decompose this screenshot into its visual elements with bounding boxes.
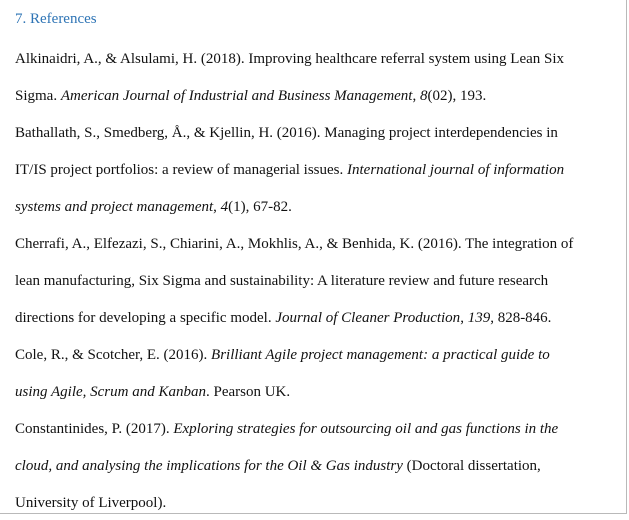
reference-line [15,123,558,143]
reference-line [15,49,564,69]
italic-text: cloud, and analysing the implications for the Oil & Gas industry [15,458,403,474]
text-run: , 828-846. [490,310,552,326]
text-run: Bathallath, S., Smedberg, Å., & Kjellin, H. (2016). Managing project interdependencies in [15,125,558,141]
reference-line [15,86,486,106]
text-run: Cole, R., & Scotcher, E. (2016). [15,347,212,363]
text-run: (02), 193. [427,88,487,104]
italic-text: Brilliant Agile project management: a practical guide to [211,347,550,363]
reference-line [15,197,292,217]
italic-text: American Journal of Industrial and Business Management [60,88,413,104]
text-run: Alkinaidri, A., & Alsulami, H. (2018). Improving healthcare referral system using Lean Six [15,51,565,67]
section-heading: 7. References [15,11,97,27]
reference-line [15,345,550,365]
reference-line [15,234,573,254]
text-run: Constantinides, P. (2017). [15,421,174,437]
italic-text: Journal of Cleaner Production [275,310,461,326]
text-run: , [460,310,468,326]
italic-text: using Agile, Scrum and Kanban [15,384,206,400]
text-run: University of Liverpool). [15,495,167,511]
reference-line [15,160,564,180]
italic-text: 4 [220,199,229,215]
italic-text: systems and project management [15,199,214,215]
reference-line [15,419,558,439]
text-run: . Pearson UK. [205,384,291,400]
reference-line [15,382,290,402]
italic-text: 139 [467,310,491,326]
text-run: , [213,199,221,215]
italic-text: 8 [419,88,428,104]
reference-line [15,493,166,513]
text-run: IT/IS project portfolios: a review of managerial issues. [15,162,347,178]
italic-text: Exploring strategies for outsourcing oil and gas functions in the [173,421,559,437]
reference-line [15,308,551,328]
reference-line [15,456,541,476]
reference-line [15,271,548,291]
text-run: Sigma. [15,88,61,104]
text-run: directions for developing a specific model. [15,310,276,326]
text-run: Cherrafi, A., Elfezazi, S., Chiarini, A., Mokhlis, A., & Benhida, K. (2016). The integration of [15,236,574,252]
text-run: lean manufacturing, Six Sigma and sustainability: A literature review and future research [15,273,549,289]
text-run: (1), 67-82. [228,199,292,215]
text-run: , [412,88,420,104]
text-run: (Doctoral dissertation, [402,458,541,474]
italic-text: International journal of information [347,162,565,178]
